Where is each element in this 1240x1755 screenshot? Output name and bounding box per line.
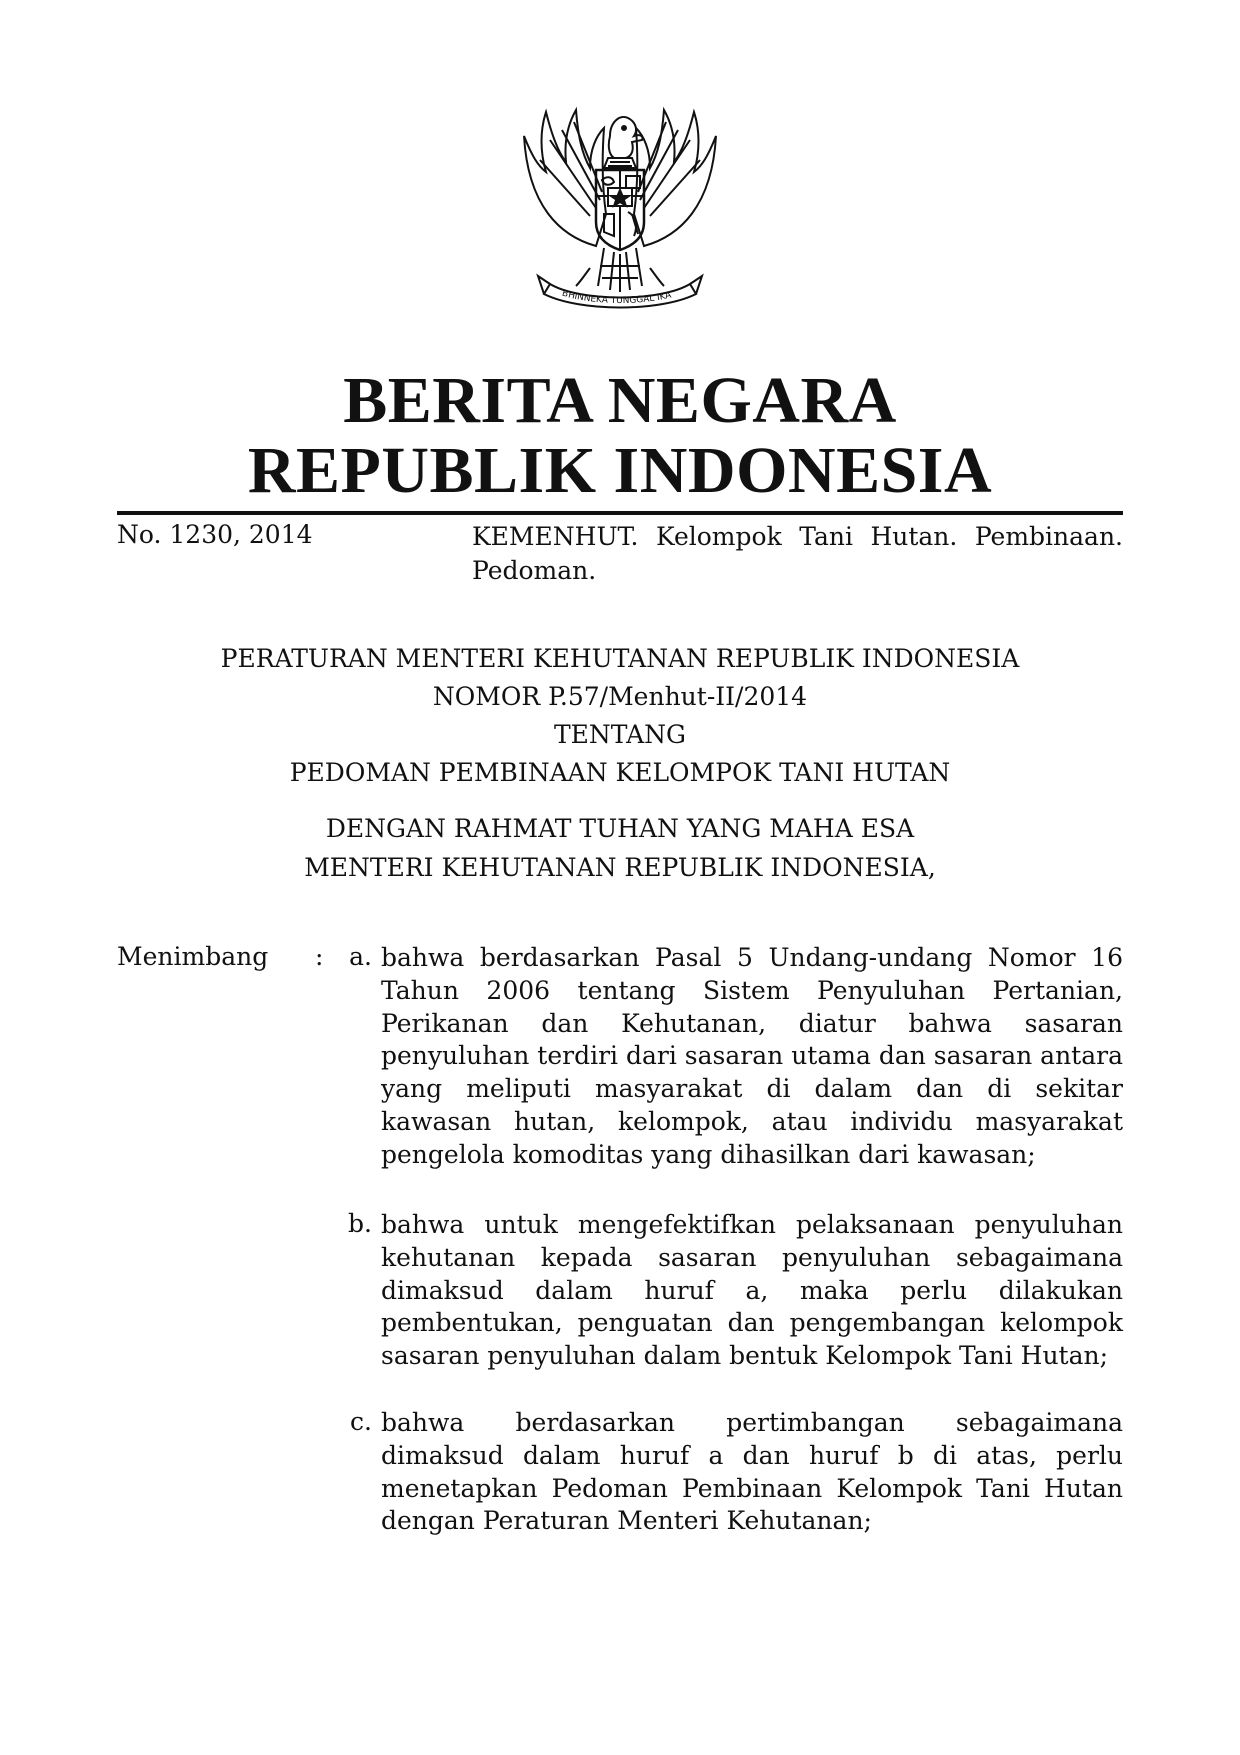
masthead-divider [117,511,1123,515]
garuda-emblem-icon [510,96,730,314]
motto-text: BHINNEKA TUNGGAL IKA [560,288,673,307]
item-letter-b: b. [348,1209,372,1238]
masthead-title: BERITA NEGARA [343,364,897,437]
issuer-line: MENTERI KEHUTANAN REPUBLIK INDONESIA, [304,853,936,882]
regulation-title: PERATURAN MENTERI KEHUTANAN REPUBLIK INDONESIA [220,644,1020,673]
preamble-line: DENGAN RAHMAT TUHAN YANG MAHA ESA [325,814,915,843]
considering-label: Menimbang [117,942,269,971]
considering-colon: : [315,942,324,971]
regulation-subject: PEDOMAN PEMBINAAN KELOMPOK TANI HUTAN [289,758,951,787]
masthead-subtitle: REPUBLIK INDONESIA [247,434,993,507]
consideration-item-c: bahwa berdasarkan pertimbangan sebagaimana dimaksud dalam huruf a dan huruf b di atas, perlu menetapkan Pedoman Pembinaan Kelompok Tani Hutan dengan Peraturan Menteri Kehutanan; [381,1408,1123,1536]
consideration-item-b: bahwa untuk mengefektifkan pelaksanaan penyuluhan kehutanan kepada sasaran penyuluhan sebagaimana dimaksud dalam huruf a, maka perlu dilakukan pembentukan, penguatan dan pengembangan kelompok sasaran penyuluhan dalam bentuk Kelompok Tani Hutan; [381,1210,1123,1371]
consideration-item-a: bahwa berdasarkan Pasal 5 Undang-undang Nomor 16 Tahun 2006 tentang Sistem Penyuluhan Pertanian, Perikanan dan Kehutanan, diatur bahwa sasaran penyuluhan terdiri dari sasaran utama dan sasaran antara yang meliputi masyarakat di dalam dan di sekitar kawasan hutan, kelompok, atau individu masyarakat pengelola komoditas yang dihasilkan dari kawasan; [381,943,1123,1169]
regulation-number: NOMOR P.57/Menhut-II/2014 [432,682,808,711]
item-letter-a: a. [349,942,372,971]
regulation-about: TENTANG [553,720,686,749]
issue-number: No. 1230, 2014 [117,520,313,549]
item-letter-c: c. [350,1407,372,1436]
issue-subject: KEMENHUT. Kelompok Tani Hutan. Pembinaan. Pedoman. [472,522,1123,585]
